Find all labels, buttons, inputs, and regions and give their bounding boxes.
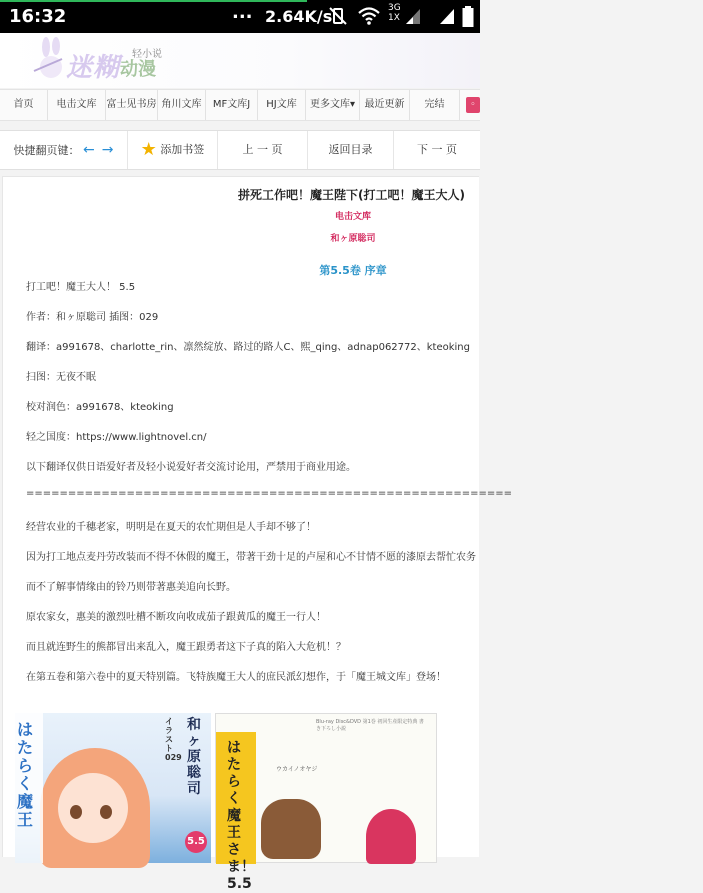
text-paragraph: 打工吧！魔王大人！ 5.5 bbox=[26, 282, 136, 293]
text-paragraph: 原农家女，惠美的激烈吐槽不断攻向收成茄子跟黄瓜的魔王一行人！ bbox=[26, 612, 326, 623]
text-paragraph: 经营农业的千穗老家，明明是在夏天的农忙期但是人手却不够了！ bbox=[26, 522, 316, 533]
nav-more-dropdown[interactable]: 更多文库▾ bbox=[306, 90, 360, 120]
nav-extra-icon[interactable]: ◦ bbox=[466, 97, 480, 113]
status-more-dots: ... bbox=[232, 2, 253, 23]
prev-page-button[interactable]: 上 一 页 bbox=[218, 131, 308, 169]
status-time: 16:32 bbox=[9, 6, 67, 27]
text-paragraph: 翻译：a991678、charlotte_rin、凛然绽放、路过的路人C、熙_qing、adnap062772、kteoking bbox=[26, 342, 470, 353]
cover-character-face bbox=[58, 773, 128, 843]
nav-home[interactable]: 首页 bbox=[0, 90, 48, 120]
text-paragraph: 以下翻译仅供日语爱好者及轻小说爱好者交流讨论用，严禁用于商业用途。 bbox=[26, 462, 356, 473]
next-page-button[interactable]: 下 一 页 bbox=[417, 143, 457, 156]
network-type: 3G 1X bbox=[388, 3, 401, 23]
network-speed: 2.64K/s bbox=[265, 7, 333, 26]
text-paragraph: 而不了解事情缘由的铃乃则带著惠美追向长野。 bbox=[26, 582, 236, 593]
logo-subtitle: 动漫 bbox=[120, 59, 156, 80]
battery-icon bbox=[462, 6, 474, 28]
add-bookmark-label: 添加书签 bbox=[160, 143, 205, 156]
nav-kadokawa[interactable]: 角川文库 bbox=[158, 90, 206, 120]
publisher-link[interactable]: 电击文库 bbox=[334, 212, 371, 222]
category-nav bbox=[0, 89, 480, 121]
page-turn-bar bbox=[0, 130, 480, 170]
volume-heading: 第5.5卷 序章 bbox=[319, 264, 387, 277]
author-link[interactable]: 和ヶ原聡司 bbox=[330, 234, 376, 244]
status-bar bbox=[0, 0, 480, 33]
arrow-left-icon[interactable]: ← bbox=[83, 142, 95, 158]
cover-image[interactable] bbox=[15, 713, 211, 863]
vibrate-off-icon bbox=[328, 6, 348, 26]
signal-icon-2 bbox=[438, 6, 456, 26]
site-header bbox=[0, 33, 480, 88]
illustration-images bbox=[15, 713, 470, 892]
signal-icon bbox=[404, 6, 422, 26]
quick-page-label: 快捷翻页键： bbox=[13, 144, 80, 157]
text-paragraph: 而且就连野生的熊都冒出来乱入，魔王跟勇者这下子真的陷入大危机！？ bbox=[26, 642, 346, 653]
status-accent-line bbox=[0, 0, 307, 2]
cover-illustrator: イラスト029 bbox=[165, 717, 182, 762]
cover-character-eye bbox=[70, 805, 82, 819]
quick-page-keys bbox=[0, 131, 128, 169]
bear-figure bbox=[261, 799, 321, 859]
text-paragraph: 在第五卷和第六卷中的夏天特别篇。飞特族魔王大人的庶民派幻想作，于「魔王城文库」登场！ bbox=[26, 672, 446, 683]
star-icon: ★ bbox=[140, 139, 157, 160]
cover-author: 和ヶ原聡司 bbox=[187, 717, 201, 797]
text-paragraph: 轻之国度：https://www.lightnovel.cn/ bbox=[26, 432, 207, 443]
nav-completed[interactable]: 完结 bbox=[410, 90, 460, 120]
nav-hj[interactable]: HJ文库 bbox=[258, 90, 306, 120]
cover-volume-badge: 5.5 bbox=[185, 831, 207, 853]
logo-title: 迷糊 bbox=[66, 53, 121, 83]
text-paragraph: 扫图：无夜不眠 bbox=[26, 372, 96, 383]
inner-title-band bbox=[216, 732, 256, 892]
cover-side-title: はたらく魔王 bbox=[17, 720, 34, 829]
cover-character-eye bbox=[100, 805, 112, 819]
logo-tagline: 轻小说 bbox=[132, 49, 162, 60]
nav-dengeki[interactable]: 电击文库 bbox=[48, 90, 106, 120]
text-paragraph: 校对润色：a991678、kteoking bbox=[26, 402, 174, 413]
character-figure bbox=[366, 809, 416, 864]
nav-mf[interactable]: MF文库J bbox=[206, 90, 258, 120]
nav-fujimi[interactable]: 富士见书房 bbox=[106, 90, 158, 120]
separator-line: ========================================================== bbox=[26, 488, 512, 499]
nav-recent[interactable]: 最近更新 bbox=[360, 90, 410, 120]
wifi-icon bbox=[357, 6, 381, 26]
add-bookmark-button[interactable] bbox=[128, 131, 218, 169]
chapter-content bbox=[2, 176, 512, 892]
novel-title: 拼死工作吧！魔王陛下(打工吧！魔王大人) bbox=[238, 188, 465, 202]
inner-small-text: Blu-ray Disc&DVD 第1巻 初回生産限定特典 書き下ろし小説 bbox=[316, 719, 424, 732]
inner-label: ウカイノオヤジ bbox=[276, 766, 318, 773]
text-paragraph: 因为打工地点麦丹劳改装而不得不休假的魔王，带著干劲十足的卢屋和心不甘情不愿的漆原去帮忙农务 bbox=[26, 552, 476, 563]
toc-button[interactable]: 返回目录 bbox=[308, 131, 394, 169]
inner-page-image[interactable] bbox=[215, 713, 437, 892]
site-logo[interactable] bbox=[32, 37, 182, 83]
text-paragraph: 作者：和ヶ原聡司 插图：029 bbox=[26, 312, 159, 323]
inner-title-text: はたらく魔王さま！5.5 bbox=[227, 740, 255, 892]
arrow-right-icon[interactable]: → bbox=[101, 142, 114, 158]
